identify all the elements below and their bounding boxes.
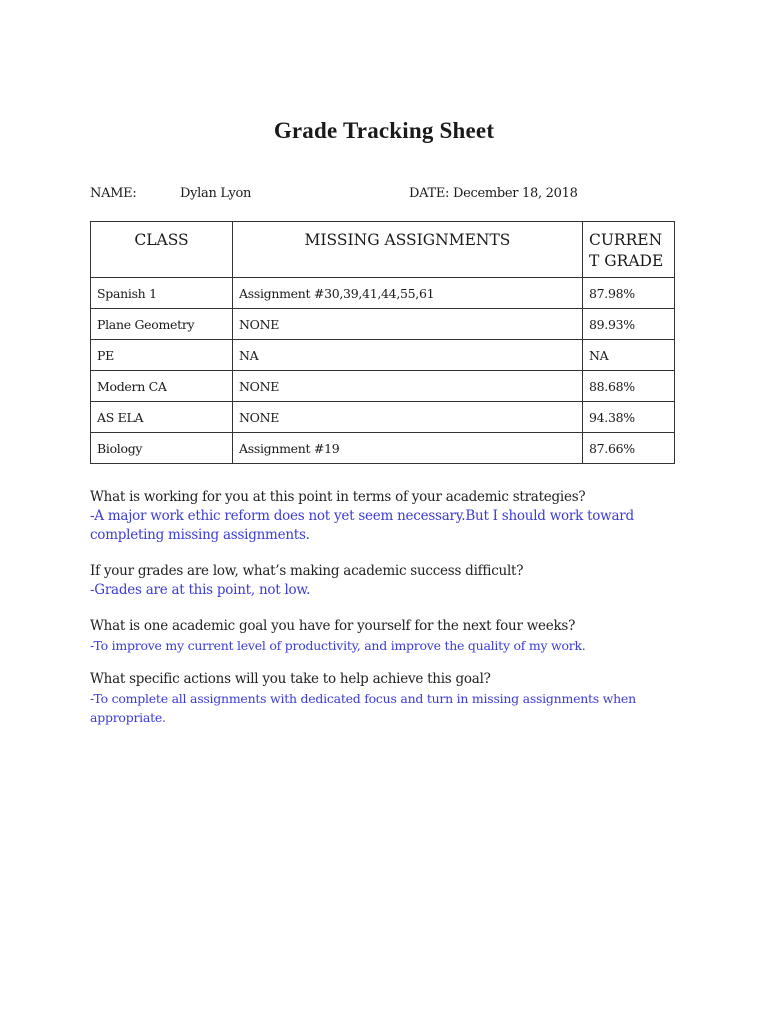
name-value: Dylan Lyon <box>180 186 252 201</box>
page-title: Grade Tracking Sheet <box>273 118 495 143</box>
cell-missing: Assignment #19 <box>233 433 583 464</box>
qa-block <box>90 562 650 600</box>
table-row <box>91 402 675 433</box>
cell-class: PE <box>91 340 233 371</box>
cell-missing: NONE <box>233 309 583 340</box>
table-row <box>91 371 675 402</box>
cell-class: Biology <box>91 433 233 464</box>
cell-missing: Assignment #30,39,41,44,55,61 <box>233 278 583 309</box>
answer-text: -To complete all assignments with dedicated focus and turn in missing assignments when appropriate. <box>90 691 636 725</box>
cell-class: Modern CA <box>91 371 233 402</box>
cell-grade: 87.98% <box>583 278 675 309</box>
cell-grade: NA <box>583 340 675 371</box>
answer-text: -A major work ethic reform does not yet seem necessary.But I should work toward completing missing assignments. <box>90 508 634 543</box>
cell-missing: NONE <box>233 402 583 433</box>
qa-block <box>90 488 650 545</box>
table-row <box>91 278 675 309</box>
cell-missing: NONE <box>233 371 583 402</box>
cell-grade: 94.38% <box>583 402 675 433</box>
date-field: DATE: December 18, 2018 <box>409 186 578 201</box>
table-row <box>91 433 675 464</box>
table-row <box>91 340 675 371</box>
header-class: CLASS <box>91 222 233 278</box>
cell-grade: 89.93% <box>583 309 675 340</box>
answer-text: -To improve my current level of productivity, and improve the quality of my work. <box>90 638 586 653</box>
cell-grade: 87.66% <box>583 433 675 464</box>
question-text: What is working for you at this point in terms of your academic strategies? <box>90 489 586 505</box>
cell-class: Plane Geometry <box>91 309 233 340</box>
cell-missing: NA <box>233 340 583 371</box>
question-text: What specific actions will you take to help achieve this goal? <box>90 671 491 687</box>
grades-table <box>90 221 675 464</box>
header-current-grade: CURRENT GRADE <box>583 222 675 278</box>
cell-class: Spanish 1 <box>91 278 233 309</box>
answer-text: -Grades are at this point, not low. <box>90 582 311 598</box>
table-row <box>91 309 675 340</box>
question-text: What is one academic goal you have for yourself for the next four weeks? <box>90 618 576 634</box>
qa-block <box>90 670 650 727</box>
question-text: If your grades are low, what’s making academic success difficult? <box>90 563 524 579</box>
table-header-row <box>91 222 675 278</box>
name-label: NAME: <box>90 186 137 201</box>
cell-grade: 88.68% <box>583 371 675 402</box>
cell-class: AS ELA <box>91 402 233 433</box>
header-missing-assignments: MISSING ASSIGNMENTS <box>233 222 583 278</box>
qa-block <box>90 617 650 655</box>
